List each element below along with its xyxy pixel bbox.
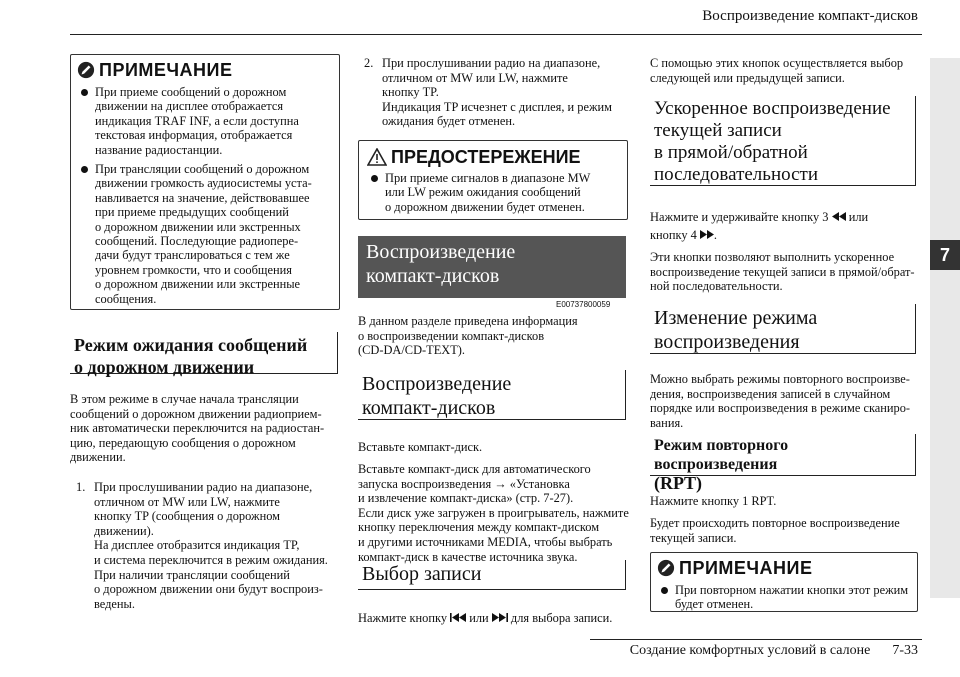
fast-line-1: Нажмите и удерживайте кнопку 3 или	[650, 210, 869, 224]
rpt-p2: Будет происходить повторное воспроизведение текущей записи.	[650, 516, 900, 545]
standby-intro: В этом режиме в случае начала трансляции сообщений о дорожном движении радиоприем- ник автоматически переключится на радиостан- цию, передающую сообщения о дорожном движении.	[70, 392, 325, 465]
heading-rpt: Режим повторного воспроизведения (RPT)	[650, 434, 916, 476]
fast-line-2: кнопку 4 .	[650, 228, 718, 242]
warning-item: При приеме сигналов в диапазоне MW или LW режим ожидания сообщений о дорожном движении будет отменен.	[369, 171, 617, 214]
cd-intro: В данном разделе приведена информация о воспроизведении компакт-дисков (CD-DA/CD-TEXT).	[358, 314, 578, 358]
chapter-tab-number: 7	[930, 240, 960, 270]
rpt-p1: Нажмите кнопку 1 RPT.	[650, 494, 777, 508]
rewind-icon	[832, 212, 846, 221]
track-select-text: Нажмите кнопку или для выбора записи.	[358, 611, 613, 625]
heading-traffic-standby: Режим ожидания сообщений о дорожном движении	[70, 332, 338, 374]
note-item: При трансляции сообщений о дорожном движении громкость аудиосистемы уста- навливается на значение, действовавшее при приеме предыдущих сообщений о дорожном движении или экстренных сообщений. Последующие радиопере- дачи будут транслироваться с тем же уровнем громкости, что и сообщения о дорожном движении или экстренные сообщения.	[79, 162, 331, 306]
heading-track-select: Выбор записи	[358, 560, 626, 590]
warning-box	[358, 140, 628, 220]
footer-rule	[590, 639, 922, 640]
section-code: E00737800059	[556, 300, 611, 309]
note-item: При повторном нажатии кнопки этот режим будет отменен.	[659, 583, 909, 612]
page-number: 7-33	[892, 643, 918, 658]
fast-description: Эти кнопки позволяют выполнить ускоренное воспроизведение текущей записи в прямой/обрат- ной последовательности.	[650, 250, 915, 294]
footer-chapter: Создание комфортных условий в салоне	[629, 643, 871, 658]
skip-forward-icon	[492, 613, 508, 622]
note-box-rpt	[650, 552, 918, 612]
note-list	[71, 83, 339, 315]
cd-play-p2: Вставьте компакт-диск для автоматического запуска воспроизведения → «Установка и извлечение компакт-диска» (стр. 7-27). Если диск уже загружен в проигрыватель, нажмите кнопку переключения между компакт-диском и другими источниками MEDIA, чтобы выбрать компакт-диск в качестве источника звука.	[358, 462, 629, 564]
chapter-tab-strip	[930, 58, 960, 598]
header-title: Воспроизведение компакт-дисков	[702, 8, 918, 24]
heading-fast-play: Ускоренное воспроизведение текущей записи в прямой/обратной последовательности	[650, 96, 916, 186]
heading-cd-play: Воспроизведение компакт-дисков	[358, 370, 626, 420]
note-list	[651, 581, 917, 621]
pencil-note-icon	[657, 559, 675, 577]
standby-step-1: 1. При прослушивании радио на диапазоне, отличном от MW или LW, нажмите кнопку TP (сообщения о дорожном движении). На дисплее отобразится индикация TP, и система переключится в режим ожидания. При наличии трансляции сообщений о дорожном движении они будут воспроиз- ведены.	[76, 480, 328, 611]
note-label: ПРИМЕЧАНИЕ	[99, 59, 233, 80]
header-rule	[70, 34, 922, 35]
warning-triangle-icon	[367, 148, 387, 166]
mode-description: Можно выбрать режимы повторного воспроизве- дения, воспроизведения записей в случайном порядке или воспроизведения в режиме сканиро- вания.	[650, 372, 911, 430]
standby-step-2: 2. При прослушивании радио на диапазоне, отличном от MW или LW, нажмите кнопку TP. Индикация TP исчезнет с дисплея, и режим ожидания будет отменен.	[364, 56, 613, 129]
warning-list	[359, 169, 627, 218]
section-title-cd: Воспроизведение компакт-дисков	[358, 236, 626, 298]
fast-forward-icon	[700, 230, 714, 239]
footer	[630, 643, 918, 659]
cd-play-p1: Вставьте компакт-диск.	[358, 440, 483, 454]
warning-label: ПРЕДОСТЕРЕЖЕНИЕ	[391, 146, 581, 167]
track-select-after: С помощью этих кнопок осуществляется выбор следующей или предыдущей записи.	[650, 56, 904, 85]
note-item: При приеме сообщений о дорожном движении на дисплее отображается индикация TRAF INF, а если доступна текстовая информация, отображается название радиостанции.	[79, 85, 331, 157]
note-box-traffic	[70, 54, 340, 310]
note-label: ПРИМЕЧАНИЕ	[679, 557, 813, 578]
heading-change-mode: Изменение режима воспроизведения	[650, 304, 916, 354]
skip-back-icon	[450, 613, 466, 622]
pencil-note-icon	[77, 61, 95, 79]
